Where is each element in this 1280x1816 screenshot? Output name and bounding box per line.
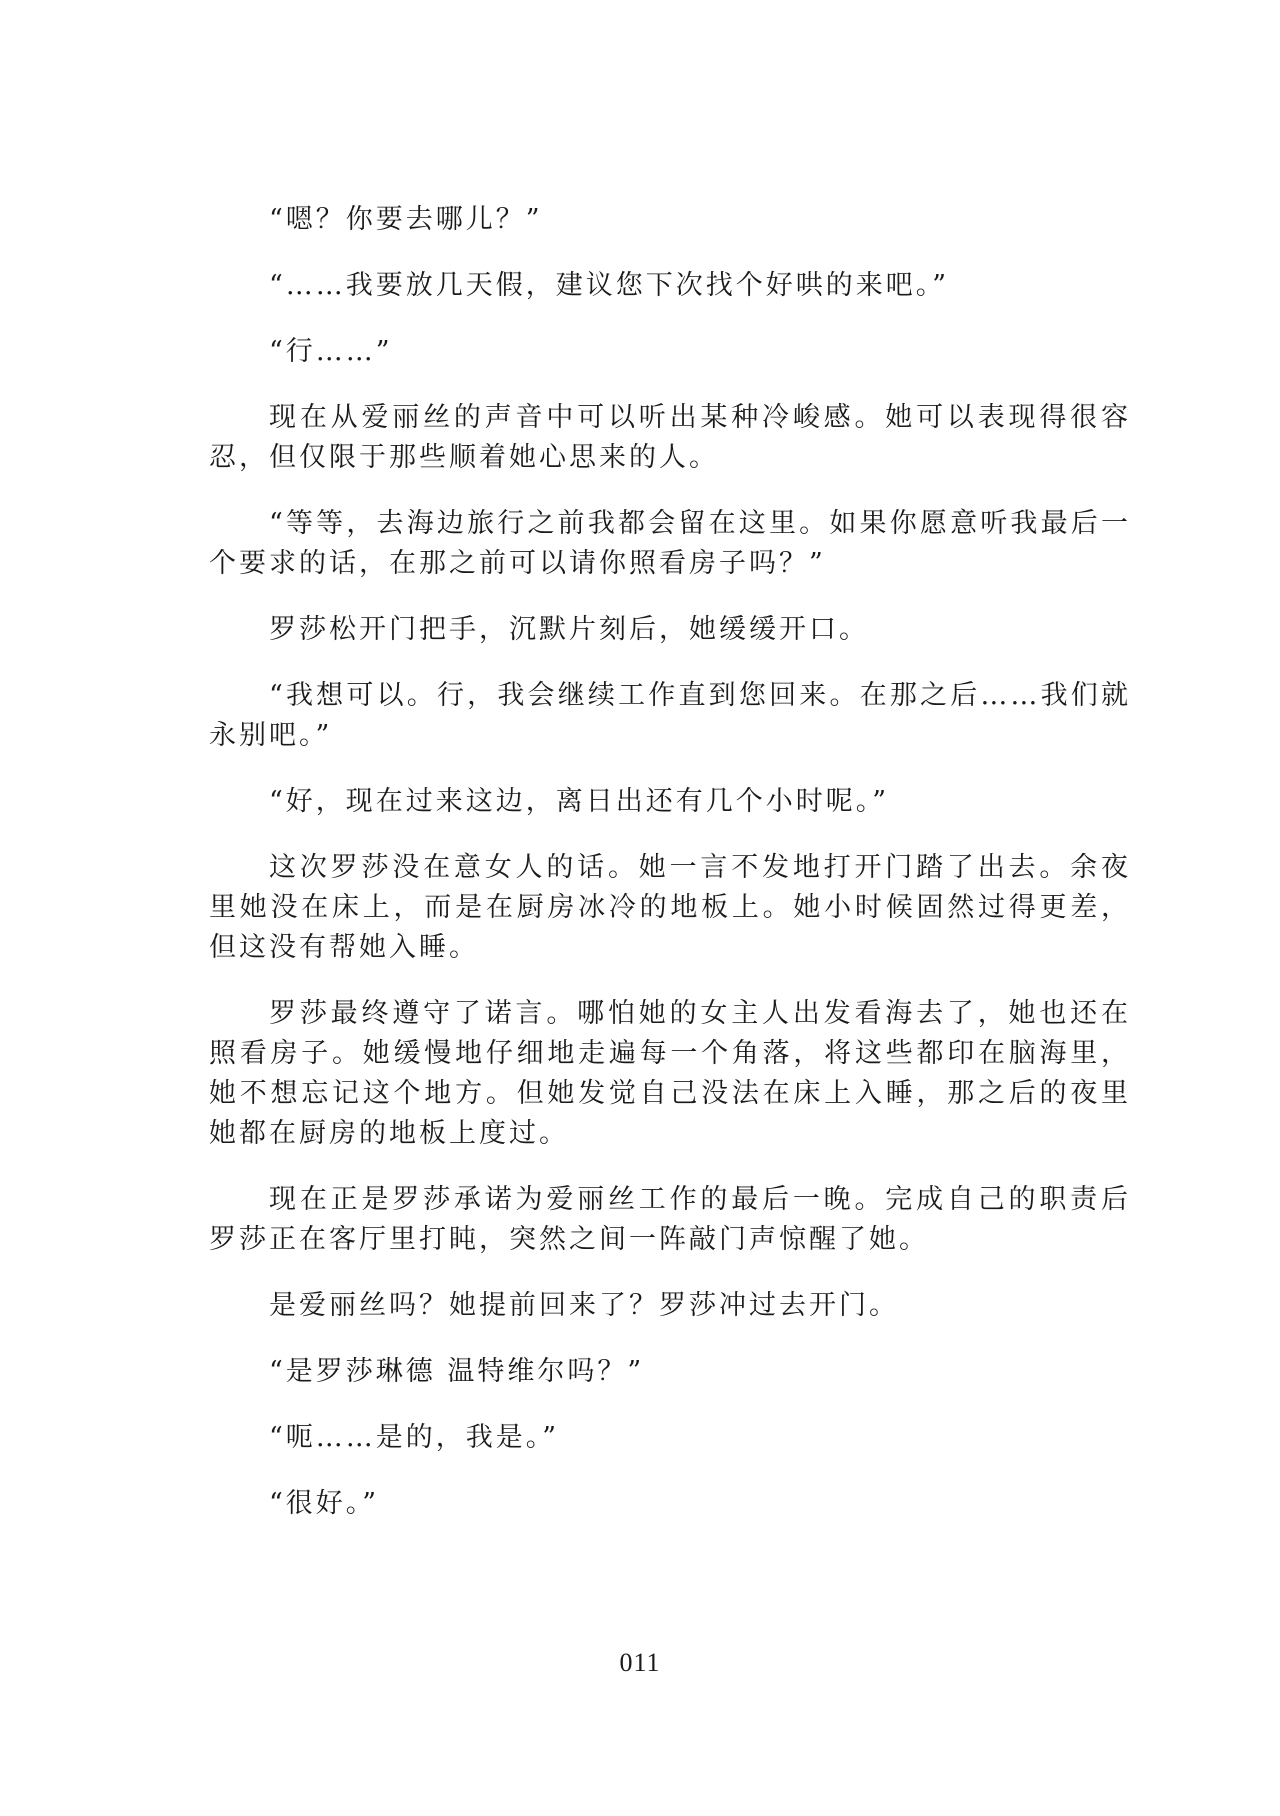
paragraph: “我想可以。行，我会继续工作直到您回来。在那之后……我们就永别吧。” bbox=[209, 680, 1131, 751]
paragraph: “嗯？你要去哪儿？” bbox=[269, 204, 543, 235]
paragraph: “是罗莎琳德 温特维尔吗？” bbox=[269, 1356, 645, 1387]
paragraph: 罗莎松开门把手，沉默片刻后，她缓缓开口。 bbox=[269, 614, 869, 645]
paragraph: “呃……是的，我是。” bbox=[269, 1422, 560, 1453]
paragraph: 罗莎最终遵守了诺言。哪怕她的女主人出发看海去了，她也还在照看房子。她缓慢地仔细地走遍每一个角落，将这些都印在脑海里，她不想忘记这个地方。但她发觉自己没法在床上入睡，那之后的夜里她都在厨房的地板上度过。 bbox=[209, 998, 1131, 1149]
paragraph: “很好。” bbox=[269, 1488, 380, 1519]
text-body bbox=[209, 200, 1131, 1550]
paragraph: “行……” bbox=[269, 336, 393, 367]
paragraph: 现在正是罗莎承诺为爱丽丝工作的最后一晚。完成自己的职责后罗莎正在客厅里打盹，突然之间一阵敲门声惊醒了她。 bbox=[209, 1184, 1131, 1255]
paragraph: 是爱丽丝吗？她提前回来了？罗莎冲过去开门。 bbox=[269, 1290, 899, 1321]
paragraph: “等等，去海边旅行之前我都会留在这里。如果你愿意听我最后一个要求的话，在那之前可以请你照看房子吗？” bbox=[209, 508, 1131, 579]
paragraph: 现在从爱丽丝的声音中可以听出某种冷峻感。她可以表现得很容忍，但仅限于那些顺着她心思来的人。 bbox=[209, 402, 1131, 473]
paragraph: 这次罗莎没在意女人的话。她一言不发地打开门踏了出去。余夜里她没在床上，而是在厨房冰冷的地板上。她小时候固然过得更差，但这没有帮她入睡。 bbox=[209, 852, 1131, 963]
paragraph: “好，现在过来这边，离日出还有几个小时呢。” bbox=[269, 786, 890, 817]
paragraph: “……我要放几天假，建议您下次找个好哄的来吧。” bbox=[269, 270, 950, 301]
page-number: 011 bbox=[619, 1648, 661, 1677]
